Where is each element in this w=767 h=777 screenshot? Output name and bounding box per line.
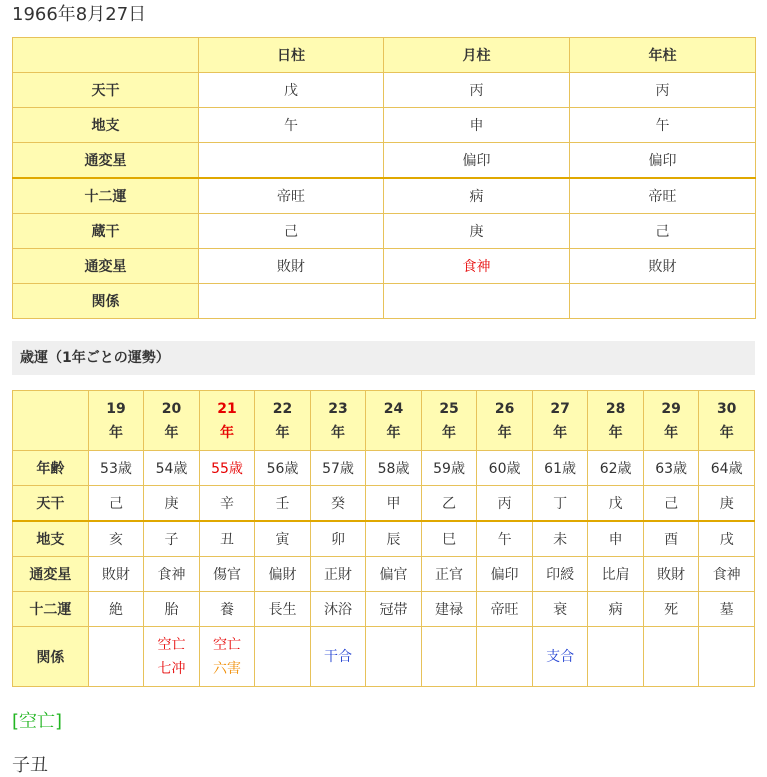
cell: 甲 (366, 486, 422, 522)
cell: 敗財 (88, 557, 144, 592)
year-number: 20 (161, 400, 182, 417)
year-unit: 年 (219, 424, 234, 441)
cell: 敗財 (570, 249, 756, 284)
cell: 戊 (199, 73, 384, 108)
pillars-row (13, 73, 756, 108)
relation-cell (144, 627, 200, 687)
year-unit: 年 (608, 424, 623, 441)
year-unit: 年 (664, 424, 679, 441)
pillars-row (13, 284, 756, 319)
relation-tag: 空亡 (157, 636, 186, 653)
year-unit: 年 (275, 424, 290, 441)
year-header (310, 391, 366, 451)
relation-tag: 空亡 (212, 636, 241, 653)
relation-cell (199, 627, 255, 687)
year-unit: 年 (719, 424, 734, 441)
row-label: 地支 (13, 108, 199, 143)
annual-row-shi (13, 521, 755, 557)
pillars-row (13, 249, 756, 284)
cell: 申 (384, 108, 570, 143)
cell: 丁 (532, 486, 588, 522)
cell: 敗財 (643, 557, 699, 592)
cell: 胎 (144, 592, 200, 627)
cell: 寅 (255, 521, 311, 557)
kubo-label: [空亡] (12, 711, 63, 732)
row-label: 年齢 (13, 451, 89, 486)
relation-cell (699, 627, 755, 687)
row-label: 通変星 (13, 143, 199, 179)
year-header (88, 391, 144, 451)
pillars-header-row (13, 38, 756, 73)
row-label: 十二運 (13, 178, 199, 214)
cell: 64歳 (699, 451, 755, 486)
relation-tag: 支合 (546, 648, 575, 665)
cell (199, 284, 384, 319)
row-label: 地支 (13, 521, 89, 557)
cell: 壬 (255, 486, 311, 522)
cell: 偏印 (477, 557, 533, 592)
cell (199, 143, 384, 179)
cell: 癸 (310, 486, 366, 522)
year-header (421, 391, 477, 451)
cell: 食神 (144, 557, 200, 592)
cell: 食神 (384, 249, 570, 284)
cell: 午 (199, 108, 384, 143)
cell: 己 (643, 486, 699, 522)
cell (570, 284, 756, 319)
relation-cell (310, 627, 366, 687)
date-title: 1966年8月27日 (12, 4, 147, 25)
cell: 己 (88, 486, 144, 522)
cell: 午 (570, 108, 756, 143)
cell: 死 (643, 592, 699, 627)
cell: 建禄 (421, 592, 477, 627)
cell: 帝旺 (570, 178, 756, 214)
cell: 己 (199, 214, 384, 249)
annual-row-kan (13, 486, 755, 522)
year-number: 23 (328, 400, 348, 417)
year-unit: 年 (553, 424, 568, 441)
cell: 56歳 (255, 451, 311, 486)
cell: 戌 (699, 521, 755, 557)
relation-cell (88, 627, 144, 687)
cell: 子 (144, 521, 200, 557)
cell (384, 284, 570, 319)
row-label: 通変星 (13, 557, 89, 592)
year-number: 19 (106, 400, 126, 417)
cell: 絶 (88, 592, 144, 627)
year-unit: 年 (108, 424, 123, 441)
cell: 帝旺 (477, 592, 533, 627)
pillars-row (13, 108, 756, 143)
cell: 偏印 (570, 143, 756, 179)
relation-cell (588, 627, 644, 687)
year-unit: 年 (497, 424, 512, 441)
cell: 62歳 (588, 451, 644, 486)
cell: 丑 (199, 521, 255, 557)
year-number: 29 (661, 400, 681, 417)
cell: 比肩 (588, 557, 644, 592)
year-number: 25 (439, 400, 459, 417)
cell: 病 (384, 178, 570, 214)
cell: 63歳 (643, 451, 699, 486)
annual-row-rel (13, 627, 755, 687)
cell: 亥 (88, 521, 144, 557)
cell: 酉 (643, 521, 699, 557)
cell: 印綬 (532, 557, 588, 592)
year-header (532, 391, 588, 451)
relation-tag: 干合 (324, 648, 353, 665)
cell: 養 (199, 592, 255, 627)
cell: 庚 (384, 214, 570, 249)
cell: 長生 (255, 592, 311, 627)
cell: 丙 (570, 73, 756, 108)
cell: 54歳 (144, 451, 200, 486)
annual-row-age (13, 451, 755, 486)
relation-cell (421, 627, 477, 687)
cell: 正財 (310, 557, 366, 592)
cell: 55歳 (199, 451, 255, 486)
row-label: 蔵干 (13, 214, 199, 249)
year-header (643, 391, 699, 451)
pillars-row (13, 178, 756, 214)
cell: 乙 (421, 486, 477, 522)
year-header (699, 391, 755, 451)
year-number: 21 (217, 400, 237, 417)
cell: 丙 (384, 73, 570, 108)
kubo-value: 子丑 (12, 755, 48, 776)
cell: 申 (588, 521, 644, 557)
year-header (477, 391, 533, 451)
cell: 庚 (144, 486, 200, 522)
relation-tag: 六害 (212, 660, 241, 677)
cell: 庚 (699, 486, 755, 522)
cell: 丙 (477, 486, 533, 522)
row-label: 十二運 (13, 592, 89, 627)
cell: 帝旺 (199, 178, 384, 214)
cell: 未 (532, 521, 588, 557)
cell: 病 (588, 592, 644, 627)
cell: 辰 (366, 521, 422, 557)
cell: 57歳 (310, 451, 366, 486)
year-header (199, 391, 255, 451)
cell: 正官 (421, 557, 477, 592)
pillars-row (13, 214, 756, 249)
cell: 己 (570, 214, 756, 249)
year-header (255, 391, 311, 451)
cell: 60歳 (477, 451, 533, 486)
pillars-table (12, 37, 756, 319)
year-unit: 年 (164, 424, 179, 441)
cell: 偏官 (366, 557, 422, 592)
year-header (144, 391, 200, 451)
cell: 敗財 (199, 249, 384, 284)
annual-row-unsei (13, 592, 755, 627)
year-unit: 年 (386, 424, 401, 441)
cell: 53歳 (88, 451, 144, 486)
year-header (588, 391, 644, 451)
relation-tag: 七冲 (157, 660, 186, 677)
row-label: 関係 (13, 627, 89, 687)
pillar-header: 年柱 (570, 38, 756, 73)
cell: 61歳 (532, 451, 588, 486)
relation-cell (255, 627, 311, 687)
year-number: 26 (494, 400, 515, 417)
relation-cell (477, 627, 533, 687)
relation-cell (532, 627, 588, 687)
year-number: 22 (272, 400, 293, 417)
cell: 沐浴 (310, 592, 366, 627)
pillar-header: 月柱 (384, 38, 570, 73)
cell: 午 (477, 521, 533, 557)
year-unit: 年 (331, 424, 346, 441)
cell: 巳 (421, 521, 477, 557)
cell: 傷官 (199, 557, 255, 592)
row-label: 通変星 (13, 249, 199, 284)
year-unit: 年 (442, 424, 457, 441)
cell: 59歳 (421, 451, 477, 486)
relation-cell (643, 627, 699, 687)
cell: 卯 (310, 521, 366, 557)
cell: 辛 (199, 486, 255, 522)
cell: 衰 (532, 592, 588, 627)
cell: 58歳 (366, 451, 422, 486)
year-number: 24 (383, 400, 404, 417)
cell: 食神 (699, 557, 755, 592)
row-label: 天干 (13, 486, 89, 522)
annual-table (12, 390, 755, 687)
row-label: 天干 (13, 73, 199, 108)
cell: 偏印 (384, 143, 570, 179)
cell: 戊 (588, 486, 644, 522)
year-number: 30 (716, 400, 737, 417)
year-header (366, 391, 422, 451)
row-label: 関係 (13, 284, 199, 319)
cell: 冠帯 (366, 592, 422, 627)
year-number: 27 (550, 400, 570, 417)
pillars-row (13, 143, 756, 179)
pillars-corner (13, 38, 199, 73)
annual-row-tsuhen (13, 557, 755, 592)
relation-cell (366, 627, 422, 687)
annual-section-title: 歳運（1年ごとの運勢） (12, 341, 755, 375)
year-number: 28 (605, 400, 626, 417)
cell: 偏財 (255, 557, 311, 592)
annual-corner (13, 391, 89, 451)
annual-header-row (13, 391, 755, 451)
cell: 墓 (699, 592, 755, 627)
pillar-header: 日柱 (199, 38, 384, 73)
